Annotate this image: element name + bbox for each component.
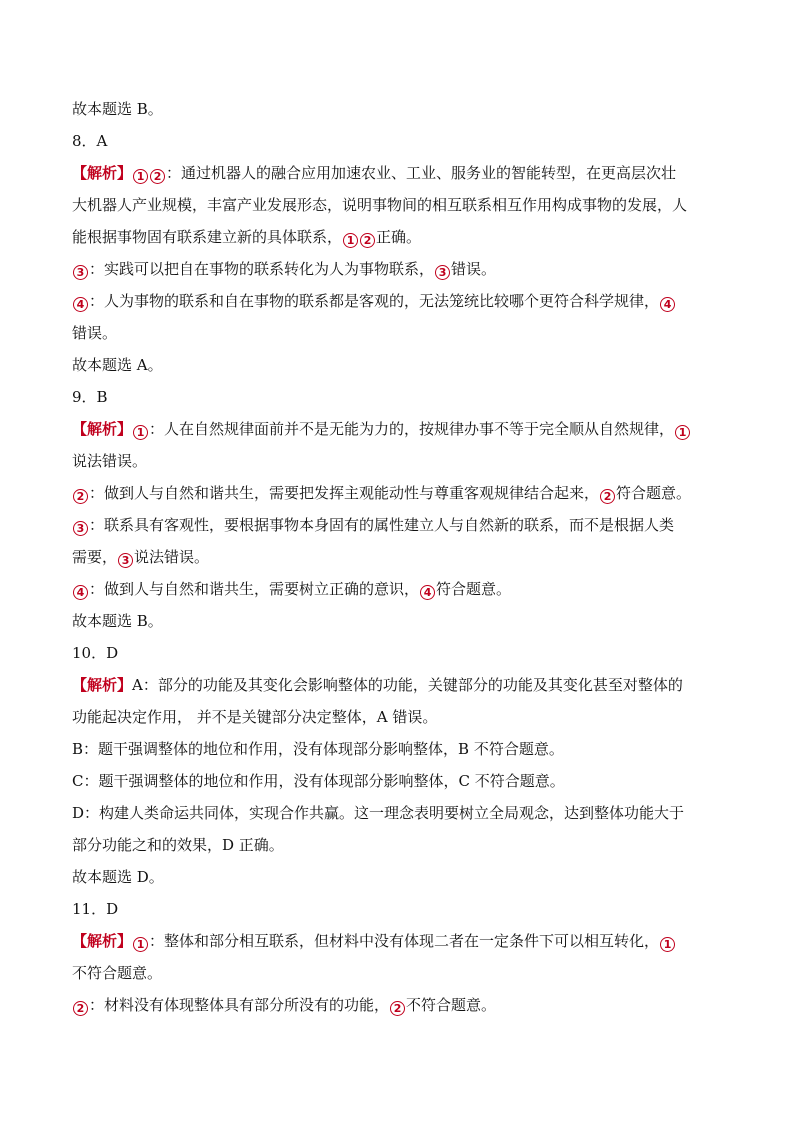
text-line: 4 ：做到人与自然和谐共生，需要树立正确的意识， 4 符合题意。 bbox=[72, 573, 732, 605]
circled-number: 1 bbox=[133, 937, 148, 952]
question-number-11: 11．D bbox=[72, 900, 119, 918]
conclusion-line: 故本题选 D。 bbox=[72, 868, 164, 886]
question-number-9: 9．B bbox=[72, 388, 108, 406]
text-line: 能根据事物固有联系建立新的具体联系， 1 2 正确。 bbox=[72, 228, 422, 247]
text-line: 错误。 bbox=[72, 324, 118, 342]
answer-document bbox=[72, 93, 732, 1021]
analysis-tag: 【解析】 bbox=[72, 164, 133, 182]
text-line: 2 ：做到人与自然和谐共生，需要把发挥主观能动性与尊重客观规律结合起来， 2 符合题意。 bbox=[72, 477, 732, 509]
circled-number: 2 bbox=[150, 169, 165, 184]
question-number-8: 8．A bbox=[72, 132, 108, 150]
text-line: 说法错误。 bbox=[72, 452, 148, 470]
circled-number: 4 bbox=[660, 297, 675, 312]
circled-number: 3 bbox=[73, 265, 88, 280]
circled-number: 2 bbox=[600, 489, 615, 504]
question-number-10: 10．D bbox=[72, 644, 119, 662]
circled-number: 3 bbox=[73, 521, 88, 536]
circled-number: 1 bbox=[660, 937, 675, 952]
circled-number: 3 bbox=[435, 265, 450, 280]
circled-number: 4 bbox=[73, 585, 88, 600]
circled-number: 2 bbox=[73, 1001, 88, 1016]
analysis-line: 【解析】 1 ：整体和部分相互联系，但材料中没有体现二者在一定条件下可以相互转化， 1 bbox=[72, 925, 732, 957]
text-line: 不符合题意。 bbox=[72, 964, 163, 982]
circled-number: 3 bbox=[118, 553, 133, 568]
text-line: 需要， 3 说法错误。 bbox=[72, 548, 210, 567]
circled-number: 2 bbox=[360, 233, 375, 248]
text-line: 4 ：人为事物的联系和自在事物的联系都是客观的，无法笼统比较哪个更符合科学规律， 4 bbox=[72, 285, 732, 317]
analysis-tag: 【解析】 bbox=[72, 932, 133, 950]
text-line: 大机器人产业规模，丰富产业发展形态，说明事物间的相互联系相互作用构成事物的发展，人 bbox=[72, 196, 688, 214]
text-line: 部分功能之和的效果，D 正确。 bbox=[72, 836, 284, 854]
conclusion-line: 故本题选 A。 bbox=[72, 356, 163, 374]
circled-number: 2 bbox=[73, 489, 88, 504]
circled-number: 1 bbox=[133, 425, 148, 440]
text-line: C：题干强调整体的地位和作用，没有体现部分影响整体，C 不符合题意。 bbox=[72, 772, 565, 790]
analysis-line: 【解析】 1 ：人在自然规律面前并不是无能为力的，按规律办事不等于完全顺从自然规律， 1 bbox=[72, 413, 732, 445]
conclusion-line: 故本题选 B。 bbox=[72, 100, 163, 118]
circled-number: 1 bbox=[343, 233, 358, 248]
text-line: B：题干强调整体的地位和作用，没有体现部分影响整体，B 不符合题意。 bbox=[72, 740, 564, 758]
circled-number: 1 bbox=[133, 169, 148, 184]
text-line: 3 ：联系具有客观性，要根据事物本身固有的属性建立人与自然新的联系，而不是根据人类 bbox=[72, 509, 732, 541]
analysis-line: 【解析】A：部分的功能及其变化会影响整体的功能，关键部分的功能及其变化甚至对整体的 bbox=[72, 676, 683, 694]
circled-number: 1 bbox=[675, 425, 690, 440]
analysis-tag: 【解析】 bbox=[72, 420, 133, 438]
text-line: 3 ：实践可以把自在事物的联系转化为人为事物联系， 3 错误。 bbox=[72, 253, 732, 285]
circled-number: 2 bbox=[390, 1001, 405, 1016]
analysis-tag: 【解析】 bbox=[72, 676, 133, 694]
text-line: 2 ：材料没有体现整体具有部分所没有的功能， 2 不符合题意。 bbox=[72, 989, 732, 1021]
conclusion-line: 故本题选 B。 bbox=[72, 612, 163, 630]
text-line: 功能起决定作用， 并不是关键部分决定整体，A 错误。 bbox=[72, 708, 438, 726]
analysis-line: 【解析】 1 2 ：通过机器人的融合应用加速农业、工业、服务业的智能转型，在更高层次壮 bbox=[72, 164, 677, 183]
circled-number: 4 bbox=[73, 297, 88, 312]
text-line: D：构建人类命运共同体，实现合作共赢。这一理念表明要树立全局观念，达到整体功能大于 bbox=[72, 804, 685, 822]
circled-number: 4 bbox=[420, 585, 435, 600]
